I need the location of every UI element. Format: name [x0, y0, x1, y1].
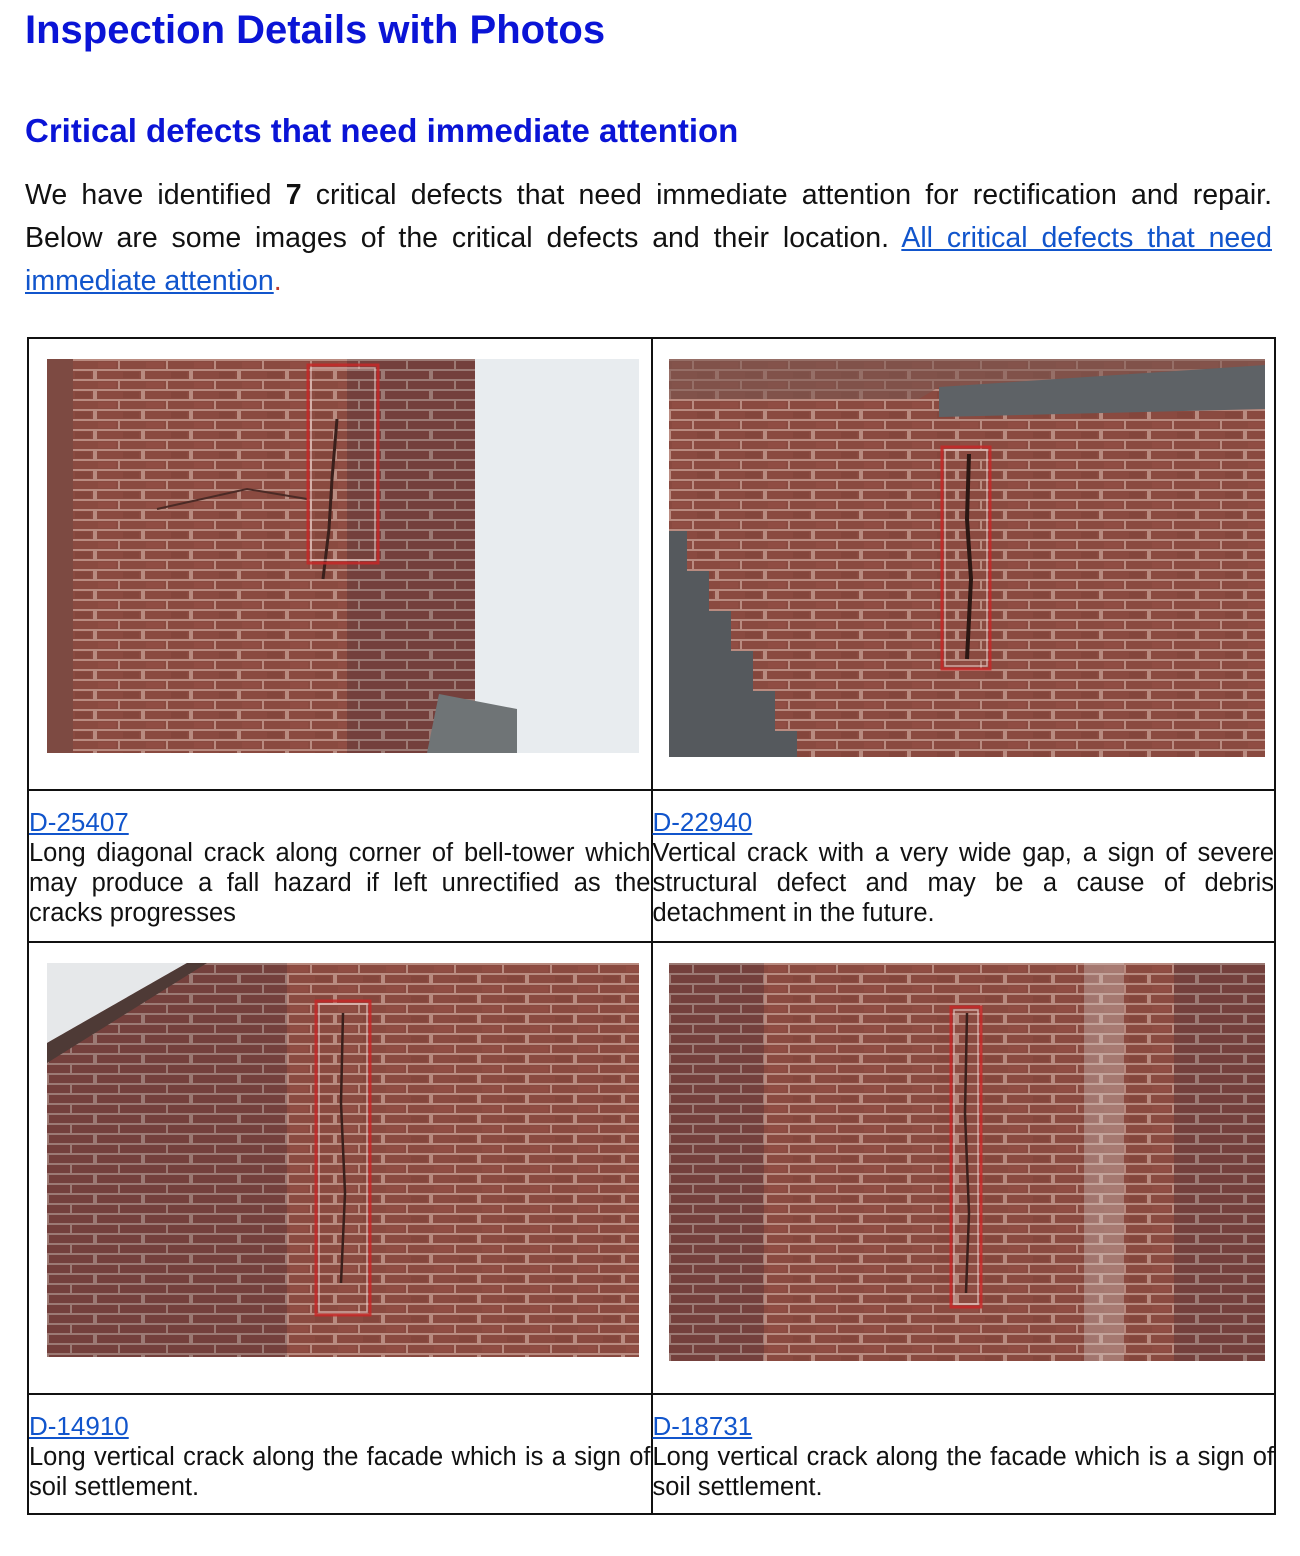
defect-photo-1[interactable]: [47, 359, 639, 753]
defect-photo-4[interactable]: [669, 963, 1265, 1361]
caption-cell-2: [652, 790, 1276, 942]
defect-id-link[interactable]: D-22940: [652, 807, 753, 837]
defect-description: Vertical crack with a very wide gap, a sign of severe structural defect and may be a cause of debris detachment in the future.: [652, 839, 1274, 927]
photo-cell-1: [28, 338, 652, 790]
photo-cell-2: [652, 338, 1276, 790]
defect-count: 7: [285, 179, 302, 211]
defect-description: Long vertical crack along the facade which is a sign of soil settlement.: [652, 1443, 1274, 1501]
defect-id-link[interactable]: D-14910: [29, 1411, 129, 1441]
caption-cell-3: [28, 1394, 652, 1514]
photo-cell-3: [28, 942, 652, 1394]
caption-cell-1: [28, 790, 652, 942]
section-title: Critical defects that need immediate attention: [25, 112, 739, 149]
defect-id-link[interactable]: D-25407: [29, 807, 129, 837]
defect-photo-3[interactable]: [47, 963, 639, 1357]
defect-description: Long diagonal crack along corner of bell-tower which may produce a fall hazard if left unrectified as the cracks progresses: [29, 839, 651, 927]
intro-text-rest: critical defects that need immediate attention for rectification and repair. Below are some images of the critical defects and their location.: [25, 179, 1273, 254]
photo-cell-4: [652, 942, 1276, 1394]
all-critical-defects-link[interactable]: All critical defects that need immediate attention: [25, 222, 1272, 297]
intro-text-start: We have identified: [25, 179, 286, 211]
intro-paragraph: [25, 174, 1272, 303]
defect-description: Long vertical crack along the facade which is a sign of soil settlement.: [29, 1443, 651, 1501]
intro-period: .: [273, 265, 282, 297]
defects-table: [27, 337, 1276, 1515]
defect-photo-2[interactable]: [669, 359, 1265, 757]
page-title: Inspection Details with Photos: [25, 8, 606, 52]
caption-cell-4: [652, 1394, 1276, 1514]
defect-id-link[interactable]: D-18731: [652, 1411, 753, 1441]
